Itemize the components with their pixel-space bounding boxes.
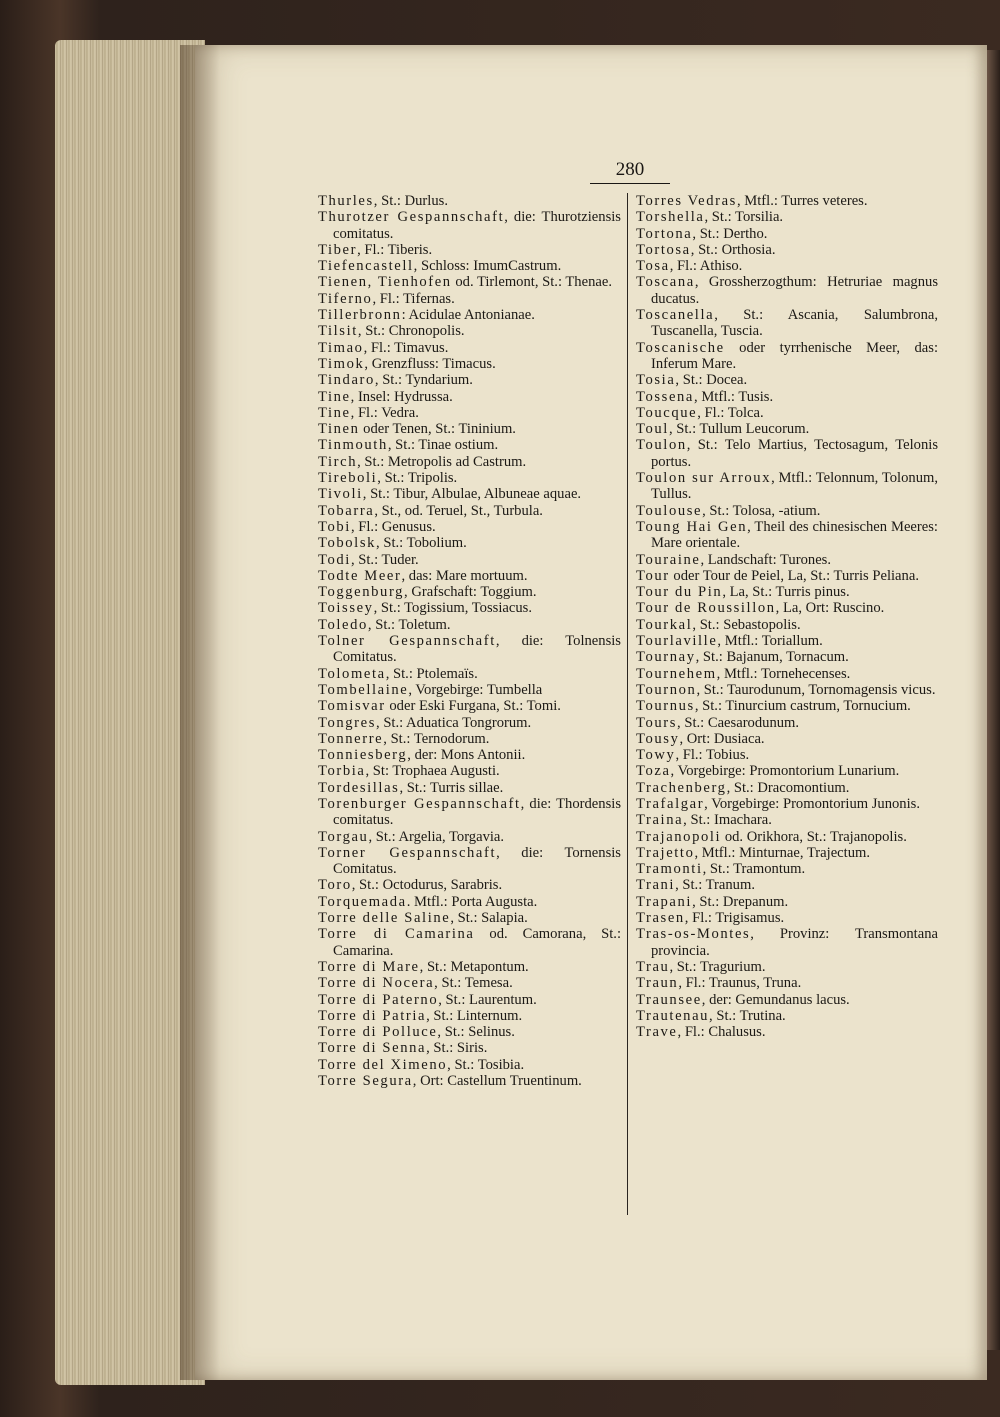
dictionary-entry bbox=[636, 258, 938, 274]
dictionary-entry bbox=[318, 340, 621, 356]
entry-gloss: , St.: Selinus. bbox=[437, 1024, 515, 1041]
dictionary-entry bbox=[636, 649, 938, 665]
entry-gloss: , La, St.: Turris pinus. bbox=[722, 584, 850, 601]
entry-headword: Trajanopoli bbox=[636, 828, 722, 845]
entry-headword: Tienen, Tienhofen bbox=[318, 274, 452, 291]
entry-headword: Tour bbox=[636, 567, 670, 584]
dictionary-entry bbox=[318, 1073, 621, 1089]
entry-gloss: , St.: Laurentum. bbox=[438, 991, 537, 1008]
entry-gloss: , Mtfl.: Minturnae, Trajectum. bbox=[694, 844, 871, 861]
entry-headword: Traina bbox=[636, 812, 684, 829]
dictionary-entry bbox=[318, 617, 621, 633]
entry-headword: Trau bbox=[636, 958, 670, 975]
dictionary-entry bbox=[636, 209, 938, 225]
entry-gloss: , der: Gemundanus lacus. bbox=[701, 991, 850, 1008]
entry-headword: Tine bbox=[318, 404, 351, 421]
dictionary-entry bbox=[636, 861, 938, 877]
entry-headword: Tiber bbox=[318, 241, 358, 258]
entry-gloss: , Schloss: ImumCastrum. bbox=[413, 258, 562, 275]
entry-gloss: , St.: Tinurcium castrum, Tornucium. bbox=[694, 698, 911, 715]
entry-headword: Trajetto bbox=[636, 844, 695, 861]
entry-headword: Tireboli bbox=[318, 470, 378, 487]
entry-gloss: , Grenzfluss: Timacus. bbox=[364, 355, 496, 372]
dictionary-entry bbox=[636, 780, 938, 796]
entry-gloss: , Theil des chinesischen Meeres: Mare orientale. bbox=[651, 518, 938, 552]
dictionary-entry bbox=[318, 503, 621, 519]
entry-headword: Tour de Roussillon bbox=[636, 600, 776, 617]
entry-gloss: oder tyrrhenische Meer, das: Inferum Mare. bbox=[651, 339, 938, 372]
dictionary-entry bbox=[636, 1008, 938, 1024]
entry-headword: Torbia bbox=[318, 763, 366, 780]
entry-headword: Timok bbox=[318, 355, 365, 372]
dictionary-entry bbox=[318, 992, 621, 1008]
entry-gloss: , Mtfl.: Tornehecenses. bbox=[716, 665, 851, 682]
entry-headword: Toulouse bbox=[636, 502, 703, 519]
entry-headword: Tolner Gespannschaft bbox=[318, 633, 496, 650]
dictionary-entry bbox=[636, 666, 938, 682]
entry-gloss: , St.: Torsilia. bbox=[704, 209, 784, 226]
entry-gloss: , St.: Orthosia. bbox=[690, 241, 776, 258]
dictionary-entry bbox=[318, 1008, 621, 1024]
dictionary-entry bbox=[318, 584, 621, 600]
entry-headword: Tirch bbox=[318, 453, 358, 470]
dictionary-entry bbox=[636, 894, 938, 910]
entry-headword: Tordesillas bbox=[318, 779, 400, 796]
entry-headword: Toza bbox=[636, 763, 671, 780]
entry-gloss: , Ort: Castellum Truentinum. bbox=[412, 1073, 582, 1090]
entry-headword: Trani bbox=[636, 877, 676, 894]
entry-gloss: , St.: Tolosa, -atium. bbox=[702, 502, 821, 519]
entry-gloss: , St.: Ptolemaïs. bbox=[385, 665, 478, 682]
dictionary-entry bbox=[318, 356, 621, 372]
entry-headword: Todte Meer bbox=[318, 567, 402, 584]
entry-headword: Todi bbox=[318, 551, 351, 568]
dictionary-entry bbox=[318, 666, 621, 682]
entry-headword: Toucque bbox=[636, 404, 698, 421]
entry-headword: Toscanella bbox=[636, 307, 715, 324]
dictionary-entry bbox=[318, 633, 621, 666]
entry-headword: Torgau bbox=[318, 828, 369, 845]
dictionary-entry bbox=[318, 877, 621, 893]
entry-headword: Torre Segura bbox=[318, 1073, 413, 1090]
dictionary-entry bbox=[636, 812, 938, 828]
entry-headword: Toissey bbox=[318, 600, 374, 617]
entry-gloss: , Mtfl.: Tusis. bbox=[694, 388, 774, 405]
entry-gloss: , St.: Salapia. bbox=[450, 910, 528, 927]
entry-gloss: , St.: Ternodorum. bbox=[383, 730, 490, 747]
entry-headword: Torquemada bbox=[318, 893, 407, 910]
entry-gloss: od. Camorana, St.: Camarina. bbox=[333, 926, 622, 959]
dictionary-entry bbox=[636, 568, 938, 584]
entry-gloss: , St.: Tramontum. bbox=[702, 861, 806, 878]
dictionary-entry bbox=[318, 193, 621, 209]
entry-headword: Trasen bbox=[636, 910, 685, 927]
dictionary-entry bbox=[636, 763, 938, 779]
entry-headword: Trapani bbox=[636, 893, 693, 910]
entry-headword: Toro bbox=[318, 877, 352, 894]
dictionary-entry bbox=[636, 715, 938, 731]
entry-gloss: od. Orikhora, St.: Trajanopolis. bbox=[721, 828, 907, 845]
entry-gloss: , St.: Ascania, Salumbrona, Tuscanella, Tuscia. bbox=[651, 307, 938, 340]
entry-gloss: , St.: Tosibia. bbox=[447, 1056, 525, 1073]
right-column bbox=[636, 193, 938, 1040]
dictionary-entry bbox=[636, 600, 938, 616]
entry-headword: Tournehem bbox=[636, 665, 717, 682]
dictionary-entry bbox=[636, 242, 938, 258]
entry-headword: Tombellaine bbox=[318, 681, 409, 698]
dictionary-entry bbox=[636, 1024, 938, 1040]
entry-gloss: , St.: Aduatica Tongrorum. bbox=[376, 714, 532, 731]
dictionary-entry bbox=[636, 617, 938, 633]
dictionary-entry bbox=[636, 470, 938, 503]
entry-gloss: , St.: Docea. bbox=[675, 372, 748, 389]
entry-gloss: , St.: Siris. bbox=[426, 1040, 488, 1057]
entry-headword: Tine bbox=[318, 388, 351, 405]
entry-gloss: : Acidulae Antonianae. bbox=[401, 307, 535, 324]
entry-gloss: oder Tour de Peiel, La, St.: Turris Peliana. bbox=[669, 567, 919, 584]
dictionary-entry bbox=[636, 877, 938, 893]
entry-headword: Tinen bbox=[318, 421, 360, 438]
dictionary-entry bbox=[318, 454, 621, 470]
entry-gloss: , die: Tolnensis Comitatus. bbox=[333, 633, 621, 666]
entry-headword: Trave bbox=[636, 1024, 678, 1041]
entry-gloss: , der: Mons Antonii. bbox=[407, 747, 526, 764]
entry-headword: Tournus bbox=[636, 698, 695, 715]
dictionary-entry bbox=[636, 829, 938, 845]
dictionary-entry bbox=[636, 389, 938, 405]
dictionary-entry bbox=[318, 258, 621, 274]
dictionary-entry bbox=[318, 307, 621, 323]
dictionary-entry bbox=[318, 242, 621, 258]
entry-gloss: , Vorgebirge: Promontorium Junonis. bbox=[704, 795, 920, 812]
entry-headword: Tramonti bbox=[636, 861, 703, 878]
entry-gloss: , Fl.: Tobius. bbox=[675, 747, 750, 764]
entry-gloss: , St.: Tibur, Albulae, Albuneae aquae. bbox=[362, 486, 582, 503]
entry-gloss: , St.: Temesa. bbox=[434, 975, 513, 992]
dictionary-entry bbox=[636, 552, 938, 568]
dictionary-entry bbox=[318, 780, 621, 796]
entry-gloss: , Vorgebirge: Tumbella bbox=[408, 681, 543, 698]
entry-gloss: , das: Mare mortuum. bbox=[401, 567, 528, 584]
dictionary-entry bbox=[318, 894, 621, 910]
dictionary-entry bbox=[636, 975, 938, 991]
entry-gloss: , St.: Imachara. bbox=[683, 812, 772, 829]
entry-gloss: , St.: Dertho. bbox=[692, 225, 768, 242]
entry-gloss: , St.: Tranum. bbox=[675, 877, 755, 894]
entry-headword: Tortona bbox=[636, 225, 693, 242]
dictionary-entry bbox=[318, 959, 621, 975]
entry-gloss: , St.: Drepanum. bbox=[692, 893, 789, 910]
entry-headword: Torre di Camarina bbox=[318, 926, 475, 943]
dictionary-entry bbox=[318, 421, 621, 437]
entry-gloss: , St.: Argelia, Torgavia. bbox=[368, 828, 505, 845]
entry-headword: Traun bbox=[636, 975, 679, 992]
entry-headword: Toulon sur Arroux bbox=[636, 470, 772, 487]
entry-gloss: , Fl.: Tifernas. bbox=[372, 290, 455, 307]
dictionary-entry bbox=[318, 470, 621, 486]
dictionary-entry bbox=[318, 1024, 621, 1040]
entry-gloss: , Fl.: Athiso. bbox=[669, 258, 743, 275]
entry-headword: Tinmouth bbox=[318, 437, 388, 454]
entry-headword: Tobolsk bbox=[318, 535, 377, 552]
entry-gloss: , St.: Toletum. bbox=[367, 616, 451, 633]
entry-gloss: od. Tirlemont, St.: Thenae. bbox=[451, 274, 612, 291]
entry-headword: Torres Vedras bbox=[636, 193, 737, 209]
entry-gloss: , St.: Tuder. bbox=[350, 551, 419, 568]
dictionary-entry bbox=[636, 372, 938, 388]
dictionary-entry bbox=[318, 682, 621, 698]
dictionary-entry bbox=[318, 747, 621, 763]
entry-headword: Tongres bbox=[318, 714, 377, 731]
entry-headword: Toledo bbox=[318, 616, 368, 633]
entry-gloss: , Fl.: Trigisamus. bbox=[684, 910, 785, 927]
dictionary-entry bbox=[636, 959, 938, 975]
entry-headword: Tournay bbox=[636, 649, 696, 666]
entry-gloss: , die: Thordensis comitatus. bbox=[333, 795, 621, 829]
entry-gloss: , St.: Caesarodunum. bbox=[677, 714, 800, 731]
entry-headword: Touraine bbox=[636, 551, 701, 568]
dictionary-entry bbox=[318, 405, 621, 421]
entry-gloss: , La, Ort: Ruscino. bbox=[775, 600, 885, 617]
entry-gloss: , St.: Tullum Leucorum. bbox=[668, 421, 810, 438]
dictionary-entry bbox=[636, 698, 938, 714]
dictionary-entry bbox=[636, 193, 938, 209]
entry-gloss: , St.: Chronopolis. bbox=[357, 323, 465, 340]
entry-gloss: , Fl.: Chalusus. bbox=[677, 1024, 766, 1041]
entry-headword: Torre di Nocera bbox=[318, 975, 435, 992]
dictionary-entry bbox=[318, 568, 621, 584]
dictionary-entry bbox=[318, 1057, 621, 1073]
dictionary-entry bbox=[636, 274, 938, 307]
dictionary-entry bbox=[318, 1040, 621, 1056]
entry-gloss: , St.: Dracomontium. bbox=[726, 779, 850, 796]
dictionary-entry bbox=[318, 910, 621, 926]
entry-gloss: , Mtfl.: Toriallum. bbox=[717, 633, 823, 650]
entry-headword: Trafalgar bbox=[636, 795, 705, 812]
dictionary-entry bbox=[636, 992, 938, 1008]
dictionary-entry bbox=[318, 519, 621, 535]
entry-gloss: , Provinz: Transmontana provincia. bbox=[651, 926, 938, 959]
entry-gloss: , Fl.: Traunus, Truna. bbox=[678, 975, 802, 992]
dictionary-entry bbox=[636, 796, 938, 812]
entry-headword: Tourlaville bbox=[636, 633, 718, 650]
entry-gloss: , Grafschaft: Toggium. bbox=[404, 584, 537, 601]
entry-gloss: , St.: Metropolis ad Castrum. bbox=[357, 453, 527, 470]
entry-gloss: . Mtfl.: Porta Augusta. bbox=[406, 893, 538, 910]
gutter-shadow bbox=[180, 45, 220, 1380]
entry-gloss: , St.: Trutina. bbox=[709, 1007, 786, 1024]
dictionary-entry bbox=[636, 910, 938, 926]
column-divider bbox=[627, 193, 628, 1215]
entry-headword: Tours bbox=[636, 714, 678, 731]
dictionary-entry bbox=[636, 926, 938, 959]
entry-headword: Torre di Patria bbox=[318, 1007, 427, 1024]
dictionary-entry bbox=[318, 796, 621, 829]
entry-gloss: oder Eski Furgana, St.: Tomi. bbox=[385, 698, 561, 715]
entry-headword: Torre di Mare bbox=[318, 958, 420, 975]
entry-gloss: , St.: Durlus. bbox=[373, 193, 448, 209]
entry-gloss: , Mtfl.: Turres veteres. bbox=[736, 193, 868, 209]
right-page-edge bbox=[987, 50, 1000, 1350]
entry-gloss: , Fl.: Tiberis. bbox=[357, 241, 433, 258]
entry-headword: Toul bbox=[636, 421, 669, 438]
dictionary-entry bbox=[636, 633, 938, 649]
entry-headword: Thurles bbox=[318, 193, 374, 209]
entry-headword: Toscanische bbox=[636, 339, 725, 356]
dictionary-entry bbox=[318, 323, 621, 339]
entry-headword: Torshella bbox=[636, 209, 705, 226]
entry-headword: Torre del Ximeno bbox=[318, 1056, 448, 1073]
entry-gloss: , St.: Tripolis. bbox=[377, 470, 458, 487]
entry-headword: Tobi bbox=[318, 518, 351, 535]
entry-headword: Toung Hai Gen bbox=[636, 518, 748, 535]
entry-headword: Trachenberg bbox=[636, 779, 727, 796]
dictionary-entry bbox=[318, 372, 621, 388]
dictionary-entry bbox=[318, 600, 621, 616]
entry-headword: Tolometa bbox=[318, 665, 386, 682]
entry-gloss: , Fl.: Tolca. bbox=[697, 404, 764, 421]
entry-gloss: , Landschaft: Turones. bbox=[700, 551, 831, 568]
entry-headword: Tomisvar bbox=[318, 698, 386, 715]
entry-headword: Tobarra bbox=[318, 502, 375, 519]
dictionary-entry bbox=[318, 715, 621, 731]
entry-gloss: , die: Tornensis Comitatus. bbox=[333, 844, 621, 878]
entry-headword: Tras-os-Montes bbox=[636, 926, 751, 943]
entry-headword: Tournon bbox=[636, 681, 697, 698]
dictionary-entry bbox=[636, 747, 938, 763]
dictionary-entry bbox=[318, 209, 621, 242]
entry-headword: Toggenburg bbox=[318, 584, 405, 601]
entry-headword: Trautenau bbox=[636, 1007, 710, 1024]
entry-gloss: , St., od. Teruel, St., Turbula. bbox=[374, 502, 543, 519]
dictionary-entry bbox=[318, 731, 621, 747]
entry-headword: Tortosa bbox=[636, 241, 691, 258]
entry-gloss: , Mtfl.: Telonnum, Tolonum, Tullus. bbox=[651, 470, 938, 503]
entry-gloss: , St.: Telo Martius, Tectosagum, Telonis portus. bbox=[651, 437, 938, 470]
dictionary-entry bbox=[636, 682, 938, 698]
entry-headword: Tousy bbox=[636, 730, 680, 747]
entry-gloss: , Fl.: Timavus. bbox=[363, 339, 449, 356]
dictionary-entry bbox=[318, 829, 621, 845]
entry-headword: Torre di Polluce bbox=[318, 1024, 438, 1041]
left-column bbox=[318, 193, 621, 1089]
dictionary-entry bbox=[318, 486, 621, 502]
entry-headword: Tourkal bbox=[636, 616, 693, 633]
dictionary-entry bbox=[636, 226, 938, 242]
entry-headword: Toscana bbox=[636, 274, 695, 291]
entry-headword: Tiefencastell bbox=[318, 258, 414, 275]
dictionary-entry bbox=[636, 519, 938, 552]
entry-headword: Thurotzer Gespannschaft bbox=[318, 209, 505, 226]
entry-headword: Tillerbronn bbox=[318, 307, 402, 324]
entry-headword: Traunsee bbox=[636, 991, 702, 1008]
dictionary-entry bbox=[318, 389, 621, 405]
entry-gloss: , St.: Tragurium. bbox=[669, 958, 766, 975]
entry-gloss: , St.: Linternum. bbox=[426, 1007, 523, 1024]
entry-gloss: , St.: Tyndarium. bbox=[374, 372, 473, 389]
entry-gloss: , St.: Togissium, Tossiacus. bbox=[373, 600, 532, 617]
dictionary-entry bbox=[318, 552, 621, 568]
entry-gloss: , Vorgebirge: Promontorium Lunarium. bbox=[670, 763, 900, 780]
entry-gloss: , St.: Tobolium. bbox=[376, 535, 467, 552]
entry-gloss: , St.: Bajanum, Tornacum. bbox=[695, 649, 849, 666]
dictionary-entry bbox=[318, 437, 621, 453]
dictionary-entry bbox=[636, 307, 938, 340]
dictionary-entry bbox=[318, 975, 621, 991]
entry-headword: Torenburger Gespannschaft bbox=[318, 795, 521, 812]
entry-headword: Toulon bbox=[636, 437, 687, 454]
entry-gloss: , Insel: Hydrussa. bbox=[350, 388, 453, 405]
dictionary-entry bbox=[318, 291, 621, 307]
entry-gloss: , Ort: Dusiaca. bbox=[679, 730, 765, 747]
entry-gloss: , St: Trophaea Augusti. bbox=[365, 763, 500, 780]
dictionary-entry bbox=[636, 421, 938, 437]
entry-gloss: , St.: Sebastopolis. bbox=[692, 616, 801, 633]
entry-headword: Towy bbox=[636, 747, 676, 764]
entry-headword: Torre di Senna bbox=[318, 1040, 427, 1057]
dictionary-entry bbox=[318, 926, 621, 959]
entry-headword: Tiferno bbox=[318, 290, 373, 307]
dictionary-entry bbox=[636, 340, 938, 373]
entry-gloss: , Fl.: Genusus. bbox=[350, 518, 436, 535]
entry-headword: Tosa bbox=[636, 258, 670, 275]
entry-headword: Timao bbox=[318, 339, 364, 356]
entry-headword: Torre delle Saline bbox=[318, 910, 451, 927]
dictionary-entry bbox=[636, 437, 938, 470]
entry-headword: Tossena bbox=[636, 388, 695, 405]
entry-gloss: , St.: Turris sillae. bbox=[399, 779, 504, 796]
entry-headword: Tonniesberg bbox=[318, 747, 408, 764]
dictionary-entry bbox=[636, 731, 938, 747]
page-number: 280 bbox=[590, 157, 670, 184]
entry-gloss: , Fl.: Vedra. bbox=[350, 404, 419, 421]
dictionary-entry bbox=[636, 845, 938, 861]
entry-gloss: oder Tenen, St.: Tininium. bbox=[359, 421, 516, 438]
entry-headword: Tindaro bbox=[318, 372, 375, 389]
entry-headword: Tosia bbox=[636, 372, 676, 389]
entry-headword: Torre di Paterno bbox=[318, 991, 439, 1008]
entry-gloss: , St.: Octodurus, Sarabris. bbox=[351, 877, 503, 894]
entry-gloss: , St.: Metapontum. bbox=[419, 958, 529, 975]
dictionary-entry bbox=[636, 405, 938, 421]
entry-gloss: , St.: Tinae ostium. bbox=[387, 437, 499, 454]
entry-gloss: , Grossherzogthum: Hetruriae magnus ducatus. bbox=[651, 274, 938, 307]
dictionary-entry bbox=[318, 274, 621, 290]
entry-headword: Tour du Pin bbox=[636, 584, 723, 601]
dictionary-entry bbox=[636, 584, 938, 600]
dictionary-entry bbox=[318, 698, 621, 714]
entry-headword: Tonnerre bbox=[318, 730, 384, 747]
dictionary-entry bbox=[636, 503, 938, 519]
entry-headword: Torner Gespannschaft bbox=[318, 844, 497, 861]
entry-headword: Tivoli bbox=[318, 486, 363, 503]
dictionary-entry bbox=[318, 763, 621, 779]
entry-headword: Tilsit bbox=[318, 323, 358, 340]
dictionary-entry bbox=[318, 535, 621, 551]
entry-gloss: , die: Thurotziensis comitatus. bbox=[333, 209, 621, 242]
dictionary-entry bbox=[318, 845, 621, 878]
entry-gloss: , St.: Taurodunum, Tornomagensis vicus. bbox=[696, 681, 936, 698]
